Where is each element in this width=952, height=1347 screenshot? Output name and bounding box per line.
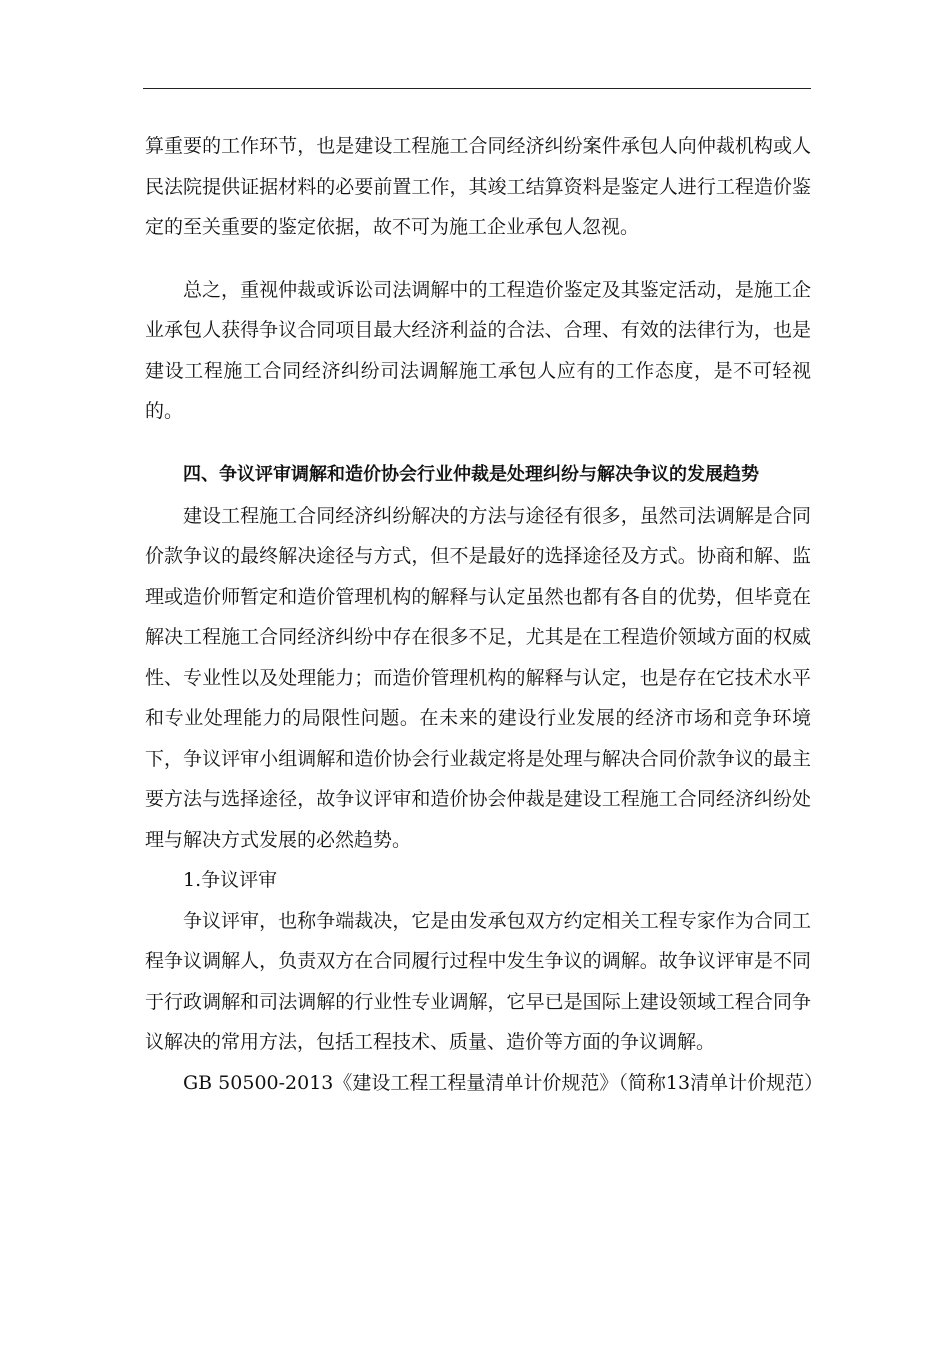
document-body	[145, 126, 824, 1103]
paragraph-3: 建设工程施工合同经济纠纷解决的方法与途径有很多，虽然司法调解是合同价款争议的最终解决途径与方式，但不是最好的选择途径及方式。协商和解、监理或造价师暂定和造价管理机构的解释与认定虽然也都有各自的优势，但毕竟在解决工程施工合同经济纠纷中存在很多不足，尤其是在工程造价领域方面的权威性、专业性以及处理能力；而造价管理机构的解释与认定，也是存在它技术水平和专业处理能力的局限性问题。在未来的建设行业发展的经济市场和竞争环境下，争议评审小组调解和造价协会行业裁定将是处理与解决合同价款争议的最主要方法与选择途径，故争议评审和造价协会仲裁是建设工程施工合同经济纠纷处理与解决方式发展的必然趋势。	[145, 504, 811, 851]
paragraph-1: 算重要的工作环节，也是建设工程施工合同经济纠纷案件承包人向仲裁机构或人民法院提供证据材料的必要前置工作，其竣工结算资料是鉴定人进行工程造价鉴定的至关重要的鉴定依据，故不可为施工企业承包人忽视。	[145, 135, 811, 238]
paragraph-4: 争议评审，也称争端裁决，它是由发承包双方约定相关工程专家作为合同工程争议调解人，负责双方在合同履行过程中发生争议的调解。故争议评审是不同于行政调解和司法调解的行业性专业调解，它早已是国际上建设领域工程合同争议解决的常用方法，包括工程技术、质量、造价等方面的争议调解。	[145, 909, 811, 1053]
section-heading-4: 四、争议评审调解和造价协会行业仲裁是处理纠纷与解决争议的发展趋势	[183, 463, 759, 485]
header-rule	[143, 88, 811, 89]
subheading-1: 1.争议评审	[183, 869, 278, 891]
paragraph-2: 总之，重视仲裁或诉讼司法调解中的工程造价鉴定及其鉴定活动，是施工企业承包人获得争议合同项目最大经济利益的合法、合理、有效的法律行为，也是建设工程施工合同经济纠纷司法调解施工承包人应有的工作态度，是不可轻视的。	[145, 278, 811, 422]
paragraph-5: GB 50500-2013《建设工程工程量清单计价规范》（简称13清单计价规范）	[183, 1071, 824, 1094]
